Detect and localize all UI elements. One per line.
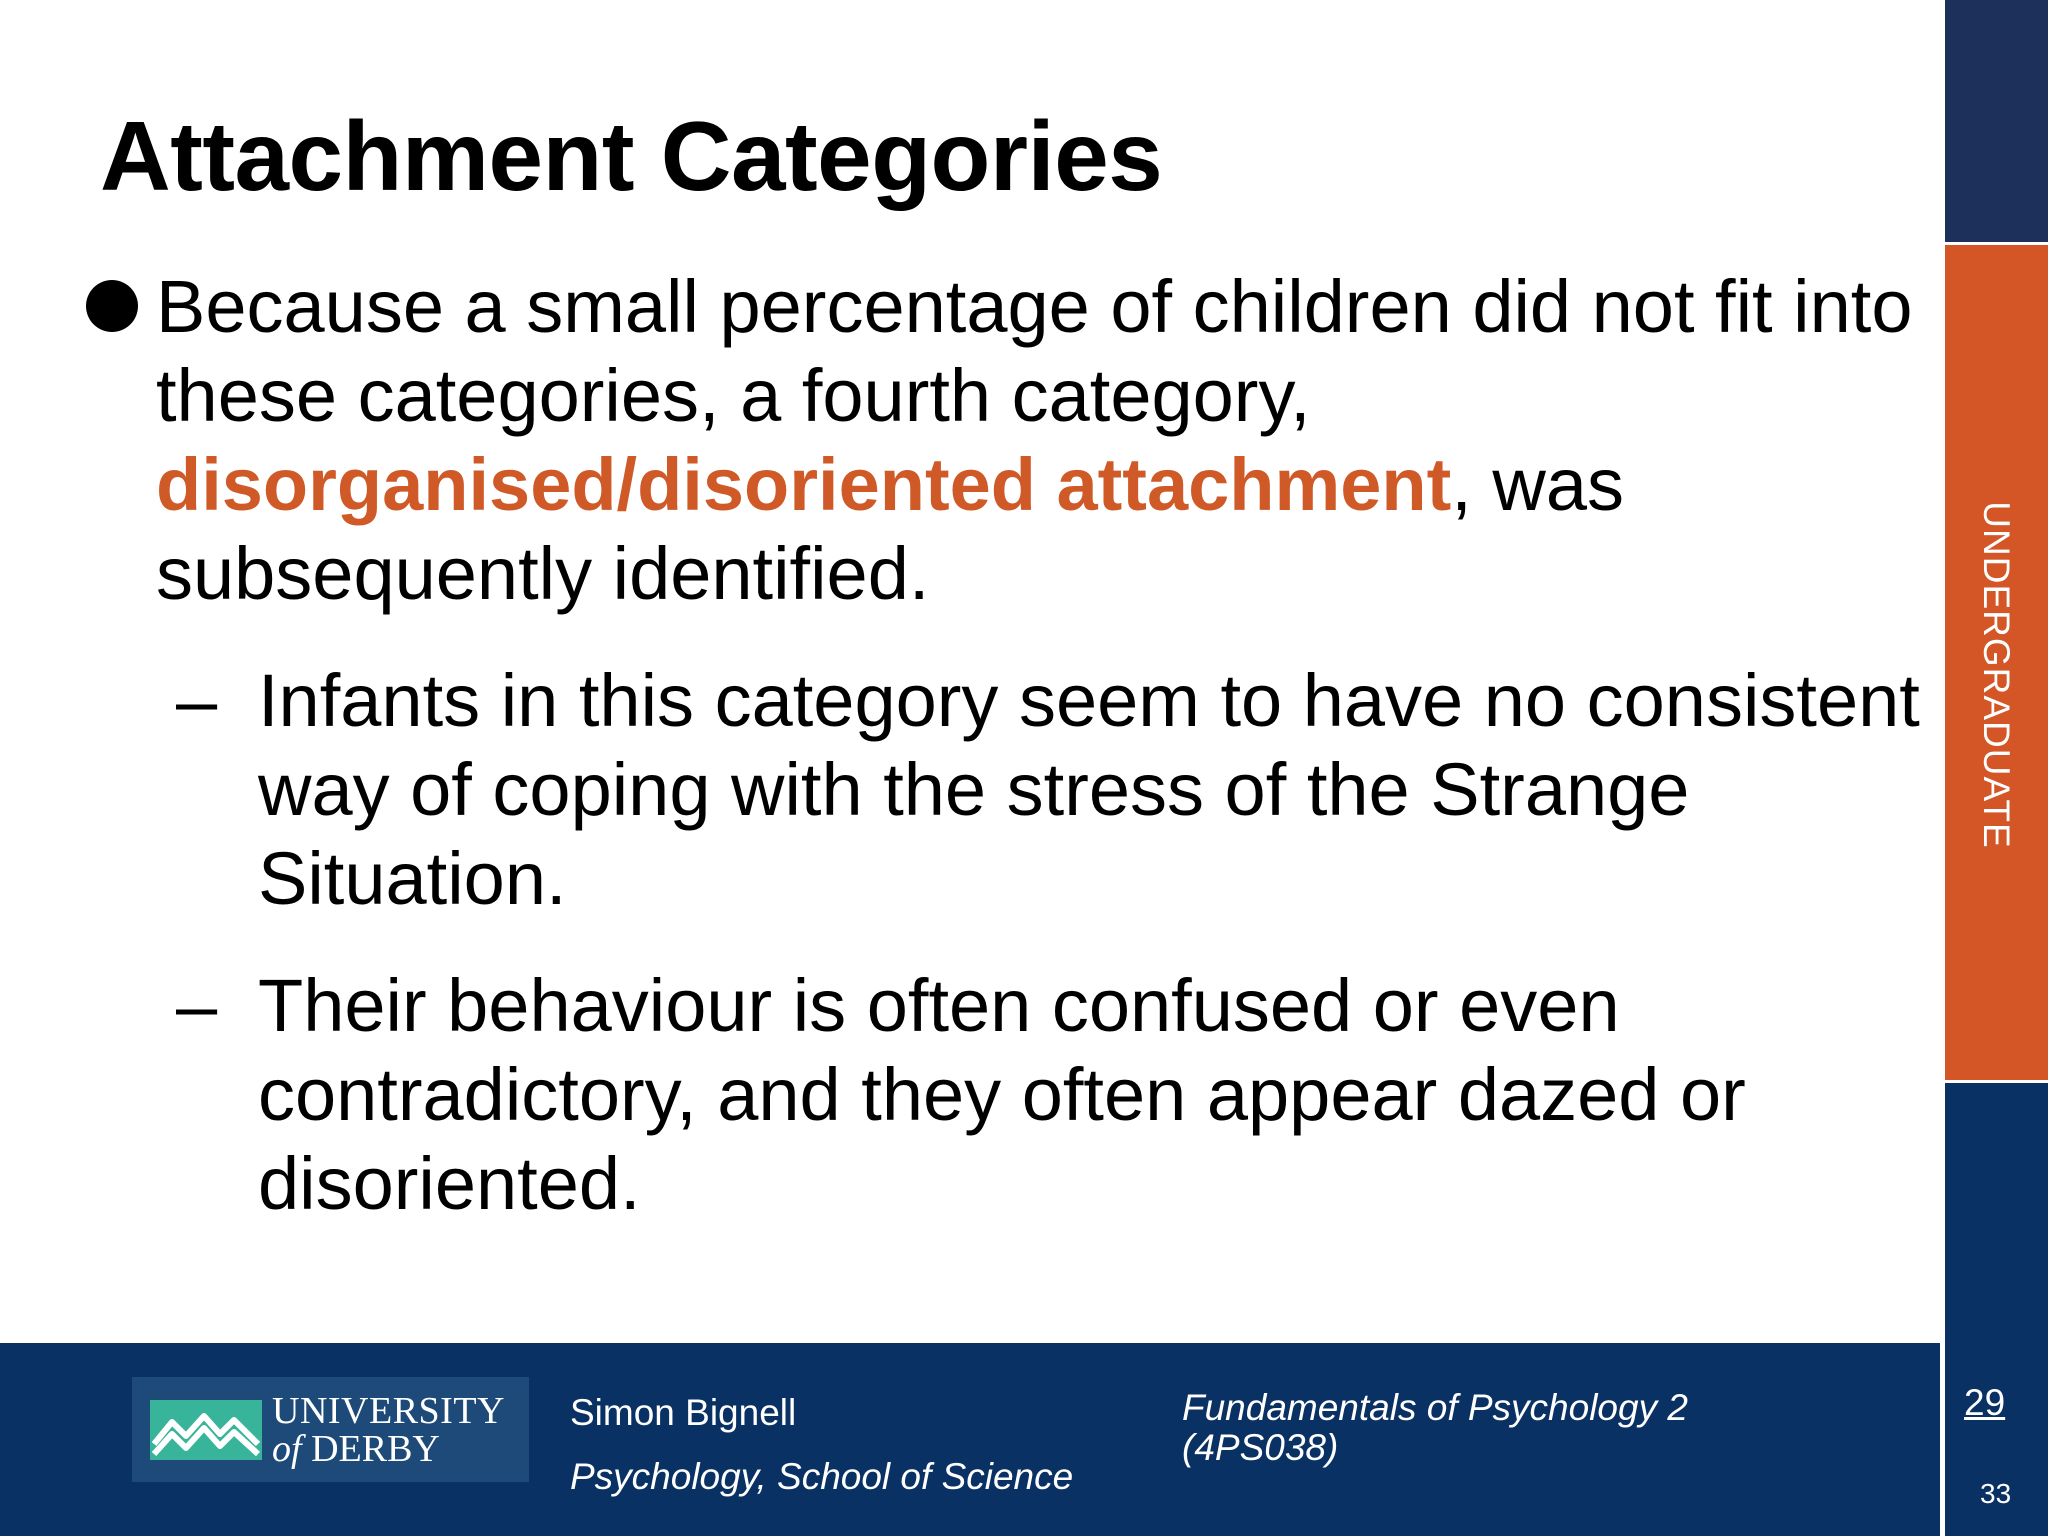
footer-department: Psychology, School of Science	[570, 1456, 1074, 1497]
sidebar-label: UNDERGRADUATE	[1976, 501, 2017, 849]
sub-bullet-text: Infants in this category seem to have no consistent way of coping with the stress of the Strange Situation.	[258, 659, 1920, 920]
university-logo	[132, 1377, 529, 1482]
sub-bullet-1	[80, 656, 1930, 923]
university-logo-mountains-icon	[150, 1400, 262, 1460]
footer-divider	[1940, 1343, 1945, 1536]
bullet-dot-icon	[86, 280, 138, 332]
sub-bullet-dash: –	[176, 659, 218, 742]
logo-wordmark	[272, 1389, 505, 1470]
sidebar-bottom-block	[1945, 1083, 2048, 1343]
page-number: 33	[1980, 1478, 2012, 1509]
slide-title: Attachment Categories	[100, 101, 1163, 211]
sub-bullet-text: Their behaviour is often confused or even contradictory, and they often appear dazed or disoriented.	[258, 964, 1746, 1225]
logo-line-derby	[272, 1427, 505, 1470]
bullet-text-before: Because a small percentage of children did not fit into these categories, a fourth category,	[156, 265, 1913, 437]
sub-bullet-2	[80, 961, 1930, 1228]
main-bullet	[80, 262, 1930, 618]
bullet-emphasis: disorganised/disoriented attachment	[156, 443, 1452, 526]
sidebar-top-block	[1945, 0, 2048, 242]
footer-course: Fundamentals of Psychology 2 (4PS038)	[1182, 1387, 1688, 1468]
slide-number: 29	[1964, 1382, 2006, 1423]
slide-body	[80, 262, 1930, 1228]
sub-bullet-dash: –	[176, 964, 218, 1047]
footer-author: Simon Bignell	[570, 1392, 797, 1433]
logo-of: of	[272, 1427, 302, 1470]
logo-derby: DERBY	[311, 1427, 440, 1470]
logo-line-university: UNIVERSITY	[272, 1389, 505, 1432]
bullet-text-after: , was subsequently identified.	[156, 443, 1624, 615]
